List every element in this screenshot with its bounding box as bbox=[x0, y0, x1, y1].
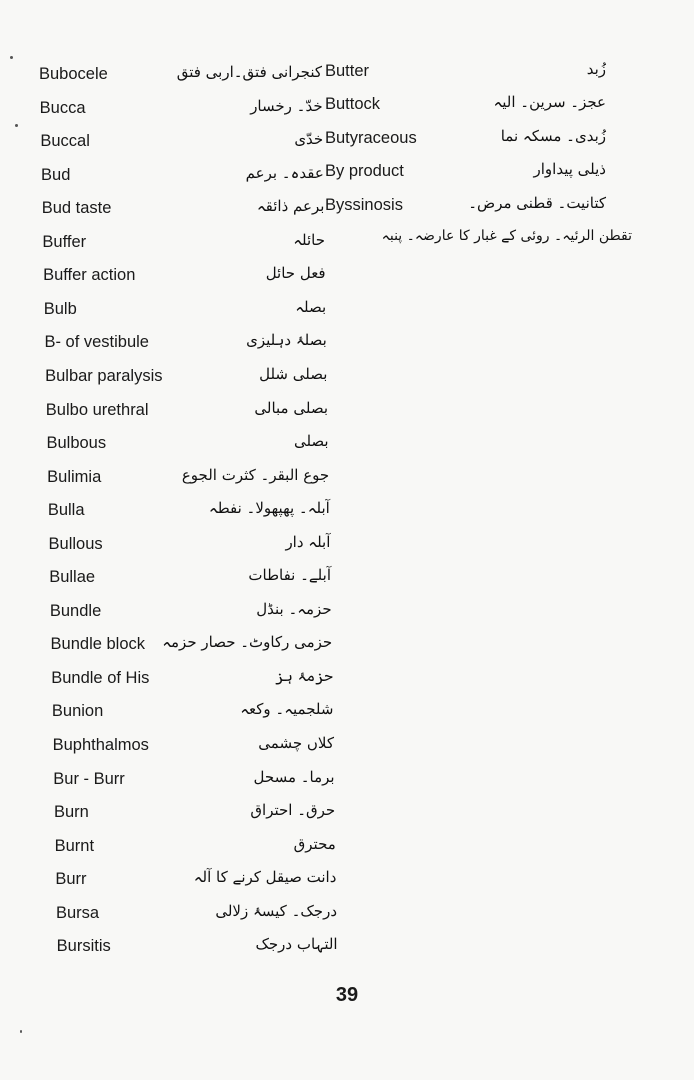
term-english: Bulimia bbox=[47, 467, 102, 486]
term-english: Bud taste bbox=[41, 199, 112, 218]
term-english: Buffer action bbox=[43, 266, 136, 285]
term-english: Bundle of His bbox=[51, 668, 150, 687]
term-urdu: عجز۔ سرین۔ الیہ bbox=[493, 93, 606, 112]
term-urdu: درجک۔ کیسۂ زلالی bbox=[215, 901, 337, 920]
term-urdu: آبلے۔ نفاطات bbox=[248, 566, 331, 585]
term-english: Bucca bbox=[39, 98, 86, 117]
term-urdu: خدّ۔ رخسار bbox=[250, 96, 323, 115]
term-english: Burr bbox=[55, 870, 87, 889]
term-english: Buphthalmos bbox=[52, 736, 149, 754]
term-english: Bulbous bbox=[46, 434, 107, 453]
term-urdu: کنجرانی فتق۔اربی فتق bbox=[176, 63, 322, 81]
term-urdu: کتانیت۔ قطنی مرض۔ bbox=[468, 193, 606, 212]
term-english: Bundle block bbox=[50, 635, 146, 654]
term-english: B- of vestibule bbox=[44, 333, 149, 352]
term-urdu: برعم ذائقہ bbox=[256, 197, 325, 216]
term-english: Butter bbox=[325, 62, 370, 80]
term-urdu: بصلۂ دہلیزی bbox=[246, 331, 327, 350]
term-urdu: حزمۂ ہز bbox=[275, 666, 333, 685]
term-urdu: شلجمیہ۔ وکعہ bbox=[240, 700, 334, 719]
term-urdu: بصلہ bbox=[295, 297, 327, 316]
term-urdu: دانت صیقل کرنے کا آلہ bbox=[193, 868, 337, 887]
term-english: Bud bbox=[41, 165, 71, 184]
term-english: By product bbox=[325, 162, 404, 181]
term-english: Bulbar paralysis bbox=[45, 366, 163, 385]
term-urdu: برما۔ مسحل bbox=[253, 767, 335, 786]
scan-speck bbox=[20, 1030, 22, 1033]
term-english: Bulb bbox=[43, 299, 77, 318]
term-english: Bullae bbox=[49, 568, 96, 587]
scan-speck bbox=[10, 56, 13, 59]
term-urdu: خدّی bbox=[294, 130, 324, 149]
term-urdu: عقدہ۔ برعم bbox=[245, 163, 324, 182]
term-urdu: حزمی رکاوٹ۔ حصار حزمہ bbox=[162, 633, 333, 652]
term-urdu: زُبدی۔ مسکہ نما bbox=[500, 126, 606, 145]
term-english: Burnt bbox=[54, 836, 95, 855]
scan-speck bbox=[15, 124, 18, 127]
term-english: Bubocele bbox=[39, 65, 108, 83]
term-urdu: محترق bbox=[293, 834, 336, 853]
term-english: Bulla bbox=[47, 501, 85, 520]
term-english: Bundle bbox=[49, 601, 102, 620]
term-english: Buccal bbox=[40, 132, 90, 151]
term-urdu: ذیلی پیداوار bbox=[533, 160, 606, 179]
term-urdu: حزمہ۔ بنڈل bbox=[256, 599, 332, 618]
byssinosis-continuation: تقطن الرئیہ۔ روئی کے غبار کا عارضہ۔ پنبہ bbox=[381, 228, 632, 244]
term-english: Bursa bbox=[56, 903, 100, 922]
term-english: Bur - Burr bbox=[53, 769, 125, 788]
term-urdu: بصلی bbox=[293, 432, 329, 451]
term-english: Bunion bbox=[51, 702, 104, 721]
term-english: Buttock bbox=[325, 95, 381, 114]
term-urdu: جوع البقر۔ کثرت الجوع bbox=[181, 465, 330, 484]
term-urdu: آبلہ دار bbox=[285, 532, 331, 551]
term-english: Butyraceous bbox=[325, 128, 417, 147]
term-english: Bulbo urethral bbox=[45, 400, 149, 419]
term-urdu: زُبد bbox=[586, 60, 606, 78]
term-english: Bullous bbox=[48, 534, 103, 553]
term-english: Buffer bbox=[42, 232, 87, 251]
term-urdu: التہاب درجک bbox=[255, 935, 338, 954]
term-english: Bursitis bbox=[56, 937, 111, 956]
term-urdu: کلاں چشمی bbox=[258, 734, 334, 752]
page-number: 39 bbox=[335, 984, 359, 1006]
term-urdu: بصلی مبالی bbox=[254, 398, 328, 417]
term-english: Byssinosis bbox=[325, 195, 403, 214]
term-urdu: آبلہ۔ پھپھولا۔ نفطہ bbox=[208, 499, 330, 518]
term-urdu: حائلہ bbox=[293, 230, 325, 249]
term-urdu: بصلی شلل bbox=[259, 364, 328, 383]
term-urdu: حرق۔ احتراق bbox=[250, 801, 336, 820]
term-english: Burn bbox=[53, 803, 89, 822]
term-urdu: فعل حائل bbox=[265, 264, 326, 283]
